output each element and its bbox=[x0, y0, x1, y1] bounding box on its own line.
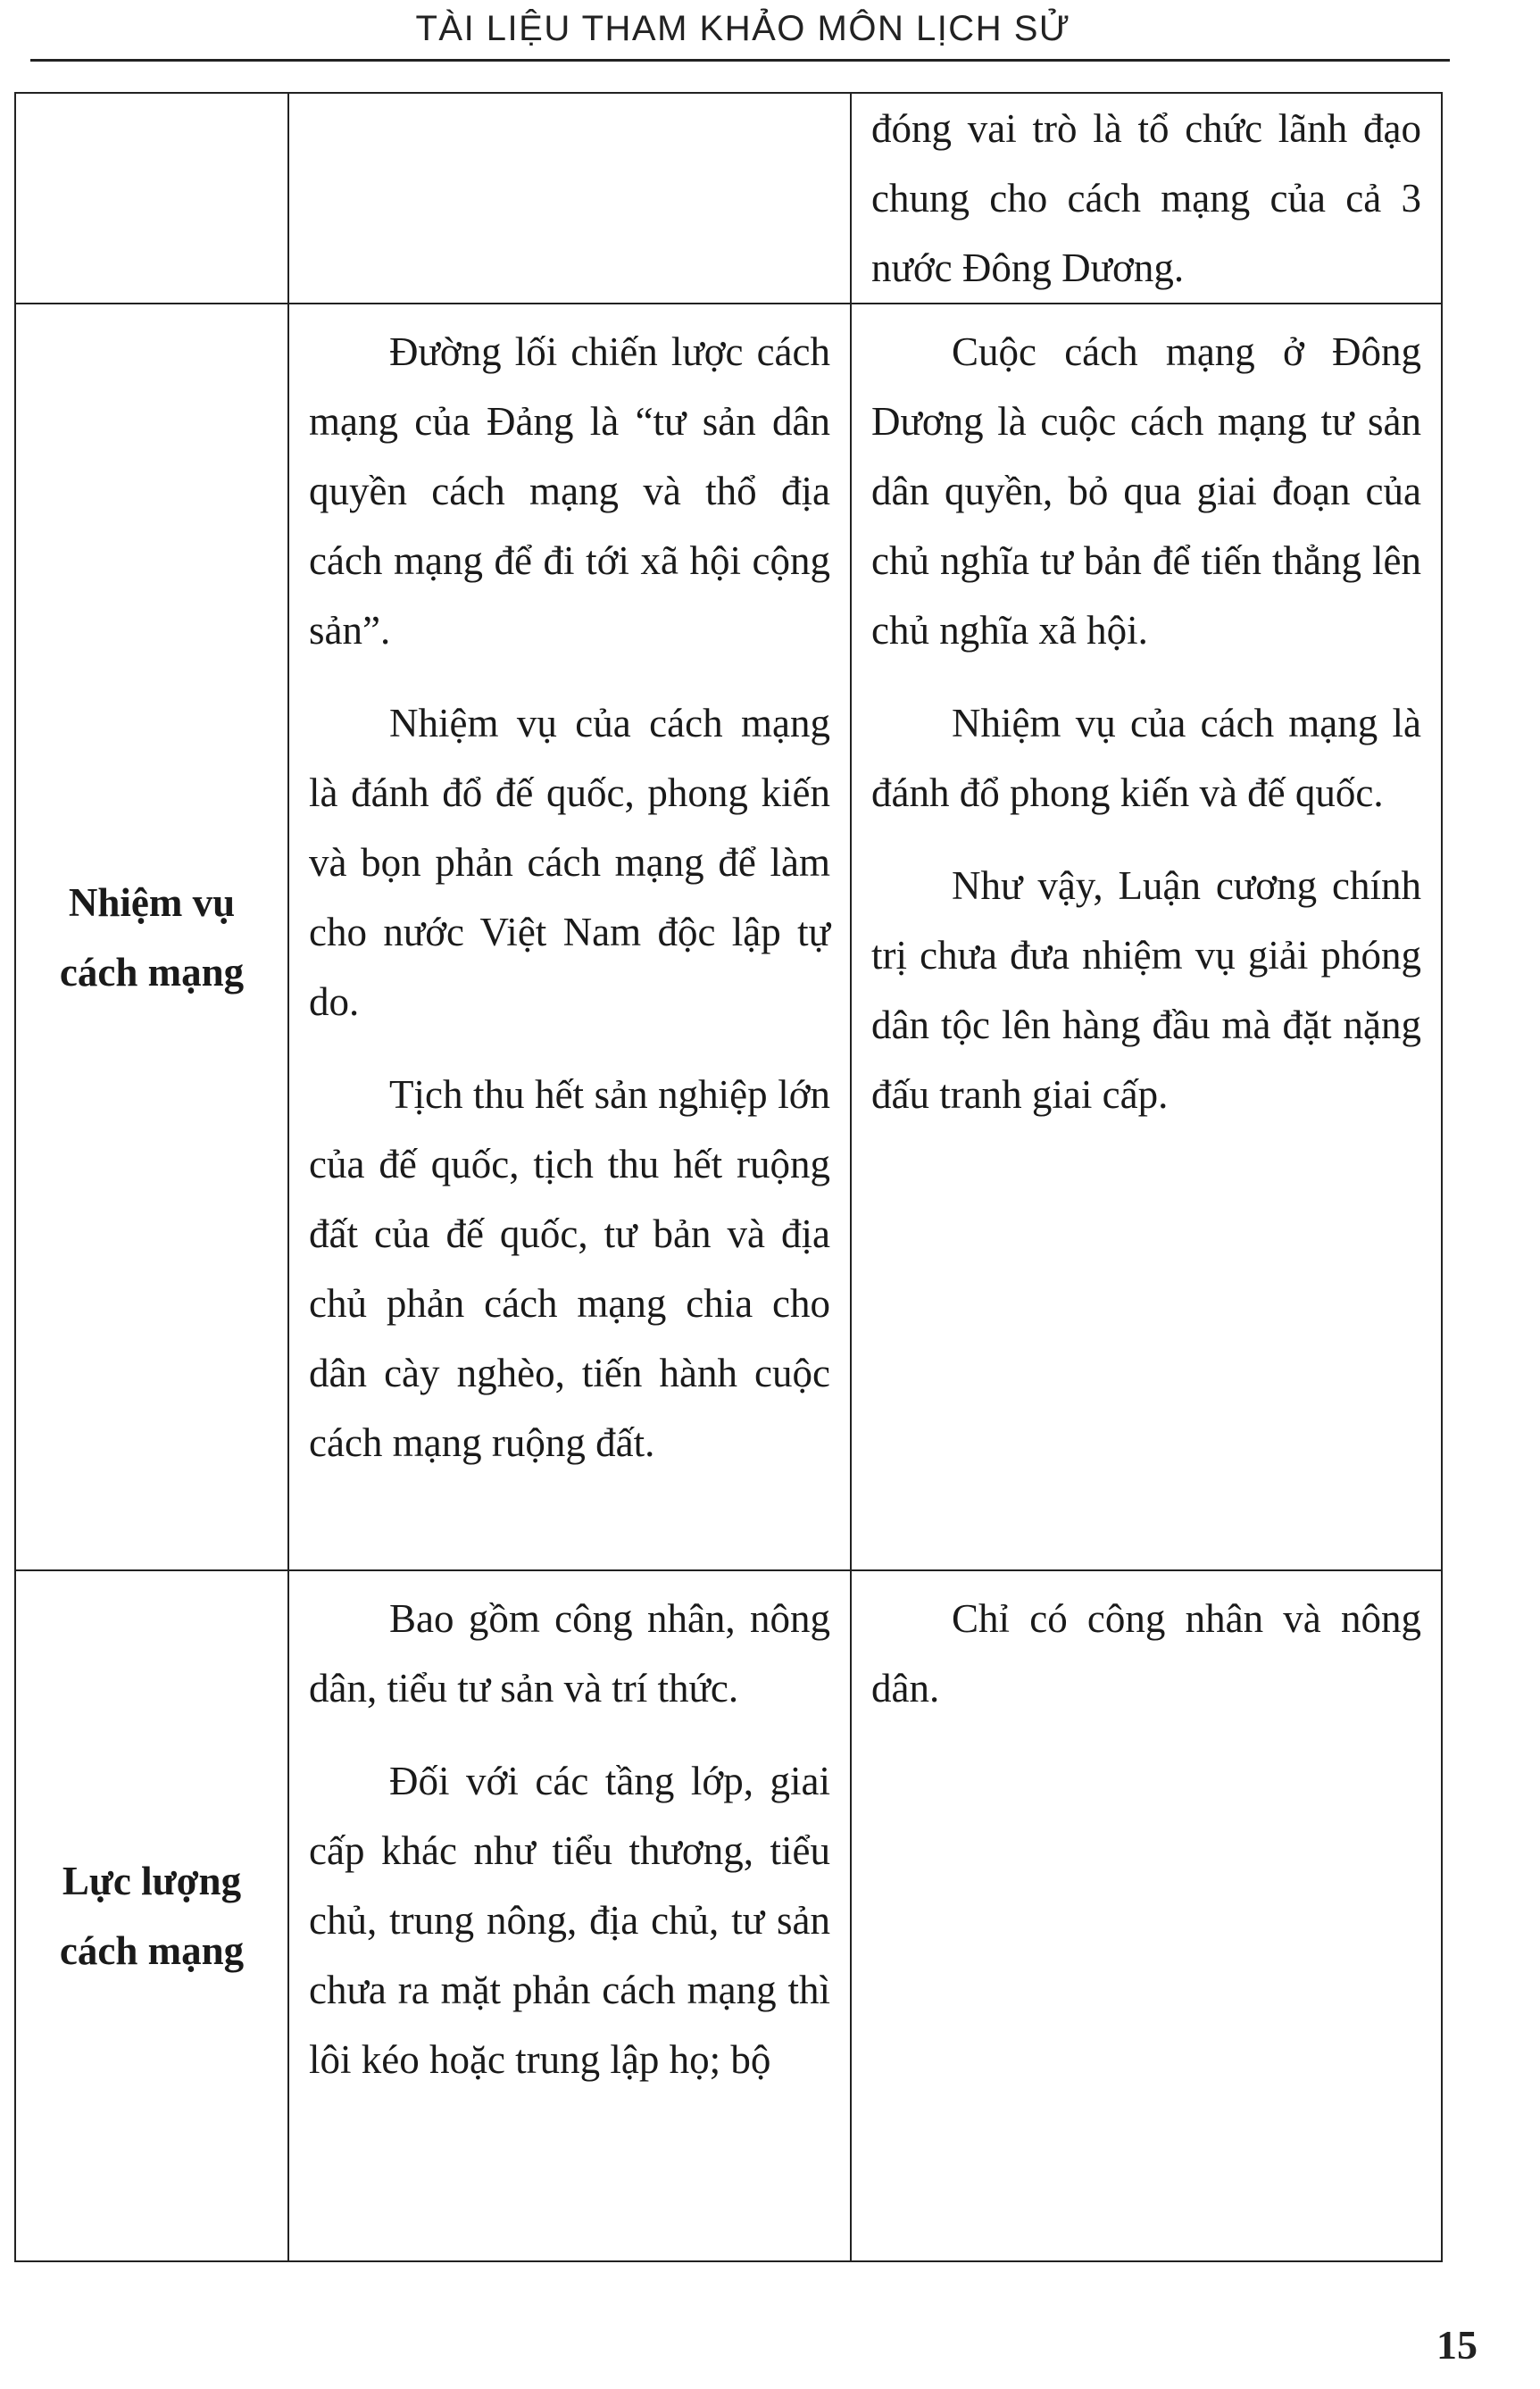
paragraph: Nhiệm vụ của cách mạng là đánh đổ đế quốc, phong kiến và bọn phản cách mạng để làm cho nước Việt Nam độc lập tự do. bbox=[309, 701, 830, 1024]
cell-col3 bbox=[851, 304, 1442, 1570]
paragraph: Chỉ có công nhân và nông dân. bbox=[871, 1596, 1421, 1711]
paragraph: Tịch thu hết sản nghiệp lớn của đế quốc, tịch thu hết ruộng đất của đế quốc, tư bản và địa chủ phản cách mạng chia cho dân cày nghèo, tiến hành cuộc cách mạng ruộng đất. bbox=[309, 1072, 830, 1465]
row-label-line: cách mạng bbox=[59, 1928, 245, 1973]
paragraph: Như vậy, Luận cương chính trị chưa đưa nhiệm vụ giải phóng dân tộc lên hàng đầu mà đặt nặng đấu tranh giai cấp. bbox=[871, 863, 1421, 1117]
row-label-line: cách mạng bbox=[59, 949, 245, 995]
cell-col2-empty bbox=[288, 93, 851, 304]
paragraph: Bao gồm công nhân, nông dân, tiểu tư sản và trí thức. bbox=[309, 1596, 830, 1711]
row-label-empty bbox=[15, 93, 288, 304]
paragraph: Cuộc cách mạng ở Đông Dương là cuộc cách mạng tư sản dân quyền, bỏ qua giai đoạn của chủ nghĩa tư bản để tiến thẳng lên chủ nghĩa xã hội. bbox=[871, 329, 1421, 653]
paragraph: Đối với các tầng lớp, giai cấp khác như tiểu thương, tiểu chủ, trung nông, địa chủ, tư sản chưa ra mặt phản cách mạng thì lôi kéo hoặc trung lập họ; bộ bbox=[309, 1759, 830, 2082]
table-row-luc-luong bbox=[15, 1570, 1442, 2261]
cell-col3 bbox=[851, 93, 1442, 304]
row-label-line: Lực lượng bbox=[62, 1859, 242, 1903]
table-row-continuation bbox=[15, 93, 1442, 304]
paragraph: Đường lối chiến lược cách mạng của Đảng là “tư sản dân quyền cách mạng và thổ địa cách mạng để đi tới xã hội cộng sản”. bbox=[309, 329, 830, 653]
cell-col2 bbox=[288, 304, 851, 1570]
running-header: TÀI LIỆU THAM KHẢO MÔN LỊCH SỬ bbox=[415, 9, 1071, 48]
header-rule bbox=[30, 59, 1450, 62]
paragraph: đóng vai trò là tổ chức lãnh đạo chung cho cách mạng của cả 3 nước Đông Dương. bbox=[871, 106, 1421, 290]
row-label-line: Nhiệm vụ bbox=[68, 879, 236, 925]
paragraph: Nhiệm vụ của cách mạng là đánh đổ phong kiến và đế quốc. bbox=[871, 701, 1421, 815]
cell-col3 bbox=[851, 1570, 1442, 2261]
comparison-table bbox=[14, 92, 1443, 2262]
cell-col2 bbox=[288, 1570, 851, 2261]
page-number: 15 bbox=[1436, 2322, 1478, 2368]
row-label bbox=[15, 1570, 288, 2261]
row-label bbox=[15, 304, 288, 1570]
table-row-nhiem-vu bbox=[15, 304, 1442, 1570]
